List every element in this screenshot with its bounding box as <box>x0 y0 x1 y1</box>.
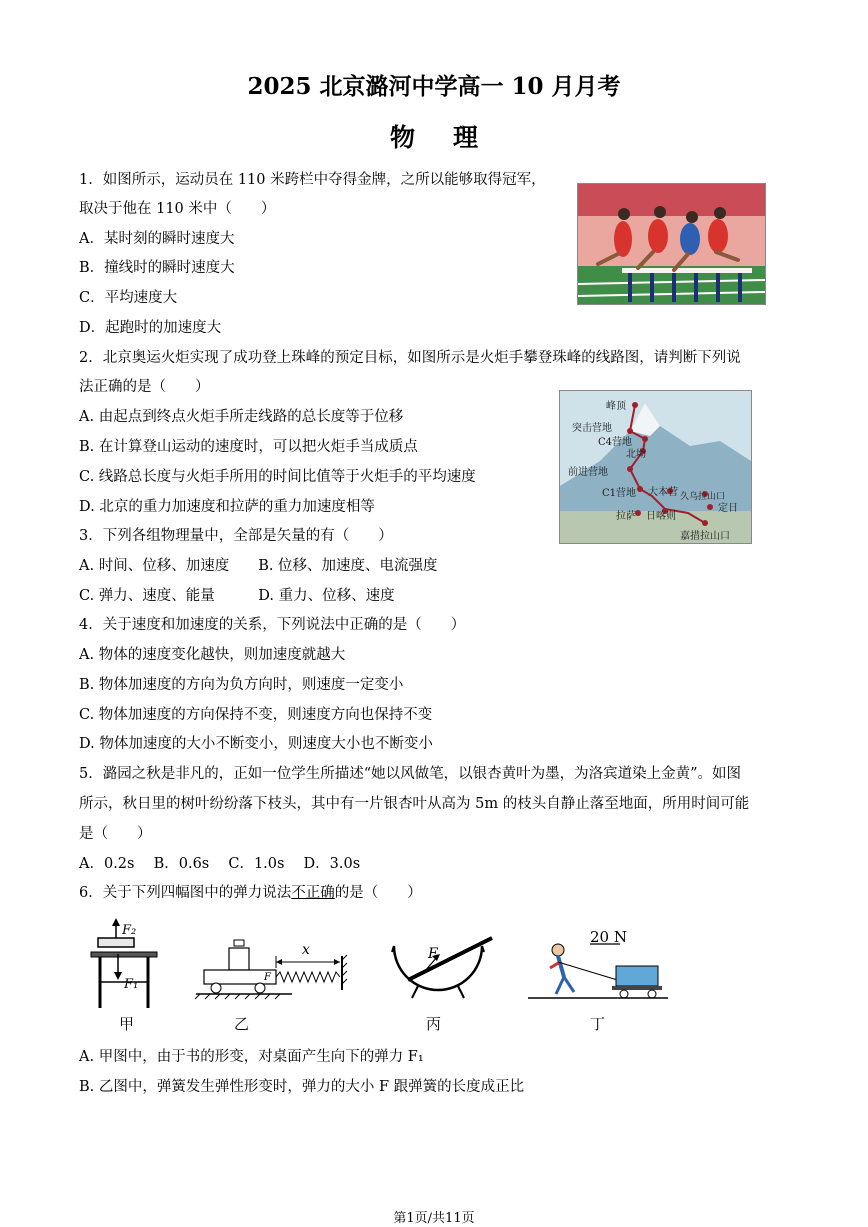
q5-options: A．0.2s B．0.6s C．1.0s D．3.0s <box>79 856 361 872</box>
q5-stem-line1: 5．潞园之秋是非凡的，正如一位学生所描述“她以风做笔，以银杏黄叶为墨，为洛宾道染上金黄”。如图 <box>79 766 742 782</box>
q1-option-c: C．平均速度大 <box>79 290 178 306</box>
q2-option-d: D. 北京的重力加速度和拉萨的重力加速度相等 <box>79 499 375 515</box>
map-label-4: 前进营地 <box>568 467 608 478</box>
q2-stem-line2: 法正确的是（ ） <box>79 379 210 395</box>
map-label-5: C1营地 <box>602 488 637 499</box>
q2-option-c: C. 线路总长度与火炬手所用的时间比值等于火炬手的平均速度 <box>79 469 476 485</box>
label-x: x <box>302 942 310 958</box>
figure-yi <box>192 936 352 1000</box>
q1-option-a: A．某时刻的瞬时速度大 <box>79 231 235 247</box>
map-label-0: 峰顶 <box>606 401 626 412</box>
hurdles-photo <box>577 183 766 305</box>
label-f-yi: F <box>264 972 271 983</box>
fig-label-jia: 甲 <box>119 1015 135 1033</box>
q6-stem-underlined: 不正确 <box>291 885 335 901</box>
figure-ding <box>528 922 673 1002</box>
q5-stem-line3: 是（ ） <box>79 826 152 842</box>
q1-stem-line1: 1．如图所示，运动员在 110 米跨栏中夺得金牌，之所以能够取得冠军， <box>79 172 546 188</box>
q3-stem: 3．下列各组物理量中，全部是矢量的有（ ） <box>79 528 393 544</box>
map-label-1: 突击营地 <box>572 423 612 434</box>
map-label-7: 久乌拉山口 <box>680 492 726 502</box>
q6-stem <box>79 883 422 903</box>
q1-option-b: B．撞线时的瞬时速度大 <box>79 260 235 276</box>
figure-jia <box>88 918 168 1010</box>
q6-option-b: B. 乙图中，弹簧发生弹性形变时，弹力的大小 F 跟弹簧的长度成正比 <box>79 1079 525 1095</box>
hurdles-photo-image <box>578 184 765 304</box>
q4-option-d: D. 物体加速度的大小不断变小，则速度大小也不断变小 <box>79 736 433 752</box>
q4-option-b: B. 物体加速度的方向为负方向时，则速度一定变小 <box>79 677 404 693</box>
route-map <box>559 390 752 544</box>
map-label-9: 拉萨 <box>616 511 636 522</box>
q3-options-ab: A. 时间、位移、加速度 B. 位移、加速度、电流强度 <box>79 558 438 574</box>
map-label-3: 北坳 <box>626 449 646 460</box>
map-label-6: 大本营 <box>648 487 678 498</box>
page-footer: 第1页/共11页 <box>393 1211 475 1226</box>
q2-option-b: B. 在计算登山运动的速度时，可以把火炬手当成质点 <box>79 439 418 455</box>
q3-options-cd: C. 弹力、速度、能量 D. 重力、位移、速度 <box>79 588 395 604</box>
route-map-image <box>560 391 751 543</box>
fig-label-bing: 丙 <box>426 1015 442 1033</box>
label-f2: F₂ <box>122 923 137 938</box>
q2-stem-line1: 2．北京奥运火炬实现了成功登上珠峰的预定目标，如图所示是火炬手攀登珠峰的线路图，请判断下列说 <box>79 350 741 366</box>
q4-option-c: C. 物体加速度的方向保持不变，则速度方向也保持不变 <box>79 707 433 723</box>
q1-option-d: D．起跑时的加速度大 <box>79 320 222 336</box>
fig-label-ding: 丁 <box>590 1015 606 1033</box>
q6-option-a: A. 甲图中，由于书的形变，对桌面产生向下的弹力 F₁ <box>79 1049 424 1065</box>
q6-stem-pre: 6．关于下列四幅图中的弹力说法 <box>79 885 292 901</box>
q2-option-a: A. 由起点到终点火炬手所走线路的总长度等于位移 <box>79 409 404 425</box>
map-label-11: 嘉措拉山口 <box>680 531 730 542</box>
label-20n: 20 N <box>590 928 627 946</box>
map-label-8: 定日 <box>718 503 738 514</box>
map-label-10: 日喀则 <box>646 511 676 522</box>
q1-stem-line2: 取决于他在 110 米中（ ） <box>79 201 276 217</box>
q4-stem: 4．关于速度和加速度的关系，下列说法中正确的是（ ） <box>79 617 466 633</box>
label-f1: F₁ <box>124 977 139 992</box>
q5-stem-line2: 所示，秋日里的树叶纷纷落下枝头，其中有一片银杏叶从高为 5m 的枝头自静止落至地面，所用时间可能 <box>79 796 750 812</box>
q4-option-a: A. 物体的速度变化越快，则加速度就越大 <box>79 647 346 663</box>
map-label-2: C4营地 <box>598 437 633 448</box>
fig-label-yi: 乙 <box>234 1015 250 1033</box>
q6-stem-post: 的是（ ） <box>334 885 422 901</box>
figure-bing <box>388 930 498 1002</box>
label-f-bing: F <box>428 946 438 962</box>
exam-title: 2025 北京潞河中学高一 10 月月考 <box>247 73 621 100</box>
subject-title: 物理 <box>389 123 516 152</box>
